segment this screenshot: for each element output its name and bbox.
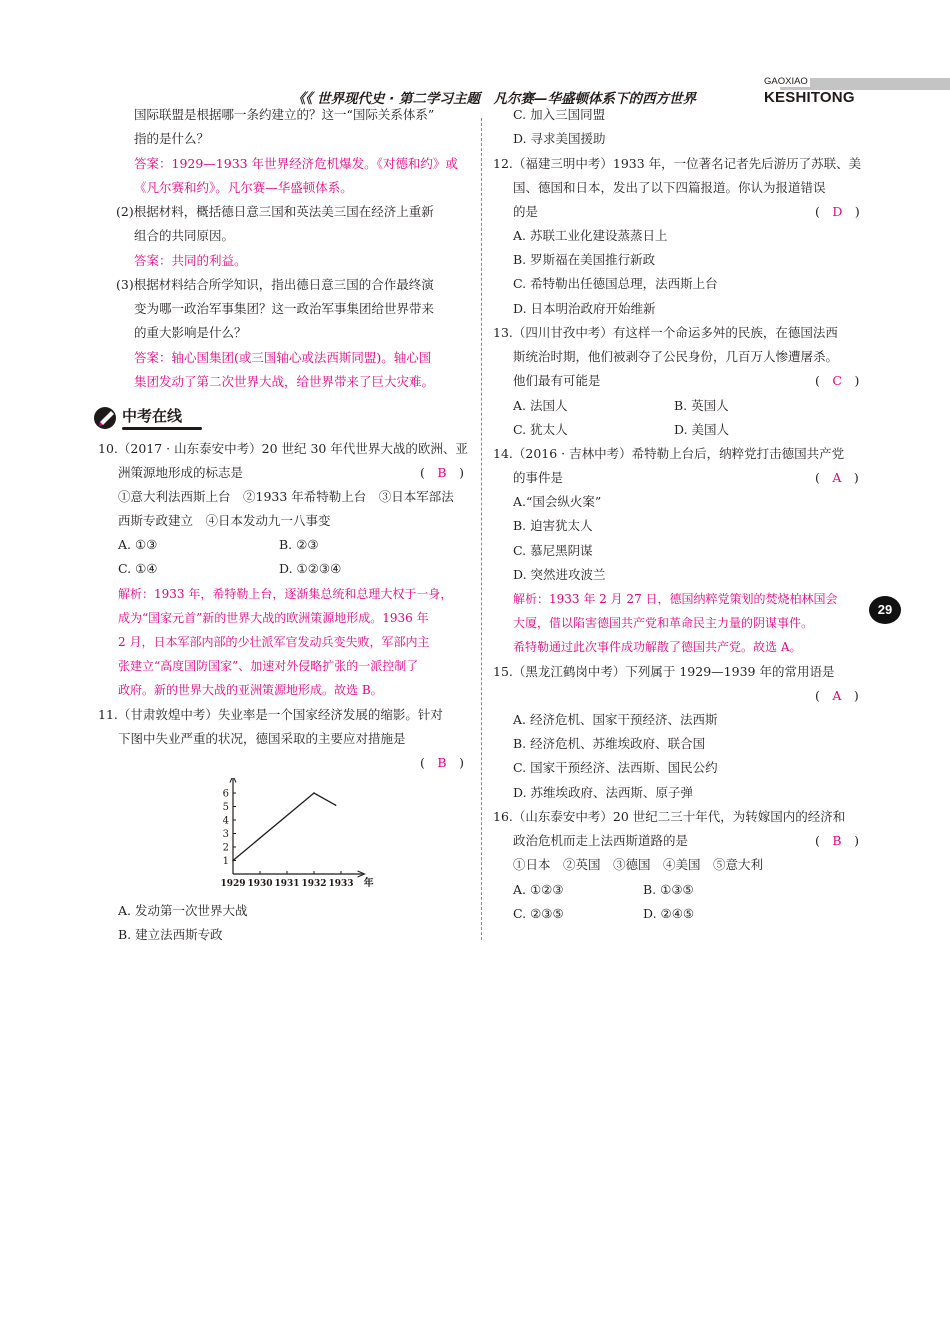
- section-title: 中考在线: [122, 407, 183, 425]
- q10-option-b: B. ②③: [279, 537, 319, 552]
- q15-option-c: C. 国家干预经济、法西斯、国民公约: [513, 760, 718, 775]
- q10-option-c: C. ①④: [118, 561, 158, 576]
- q10-analysis: 张建立“高度国防国家”、加速对外侵略扩张的一派控制了: [118, 659, 419, 673]
- data-point: [335, 804, 337, 806]
- q11-option-a: A. 发动第一次世界大战: [118, 903, 248, 918]
- q14-answer: A: [832, 470, 842, 485]
- answer-line: 集团发动了第二次世界大战，给世界带来了巨大灾难。: [134, 374, 435, 389]
- text-line: (3)根据材料结合所学知识，指出德日意三国的合作最终演: [116, 277, 434, 292]
- q14-stem: 14.（2016 · 吉林中考）希特勒上台后，纳粹党打击德国共产党: [493, 446, 845, 461]
- q13-option-d: D. 美国人: [674, 422, 730, 437]
- header-brand-small: GAOXIAO: [764, 76, 808, 87]
- q11-option-c: C. 加入三国同盟: [513, 107, 606, 122]
- x-tick-label: 1929: [220, 879, 246, 889]
- y-tick-label: 2: [222, 842, 229, 854]
- q16-items: ①日本 ②英国 ③德国 ④美国 ⑤意大利: [513, 857, 764, 872]
- q10-analysis: 2 月，日本军部内部的少壮派军官发动兵变失败，军部内主: [118, 635, 430, 649]
- q16-option-b: B. ①③⑤: [643, 882, 694, 897]
- y-tick-label: 5: [222, 802, 229, 813]
- y-tick-label: 1: [222, 856, 229, 867]
- q16-answer: B: [832, 833, 842, 848]
- q11-option-b: B. 建立法西斯专政: [118, 927, 223, 942]
- q12-answer-bracket: ( D ): [815, 204, 860, 219]
- q13-stem: 13.（四川甘孜中考）有这样一个命运多舛的民族，在德国法西: [493, 325, 838, 340]
- x-tick-label: 1930: [247, 879, 273, 889]
- y-tick-label: 3: [222, 829, 229, 840]
- text-line: 变为哪一政治军事集团？这一政治军事集团给世界带来: [134, 301, 435, 316]
- q10-analysis: 解析：1933 年，希特勒上台，逐渐集总统和总理大权于一身，: [118, 587, 453, 601]
- q10-items: 西斯专政建立 ④日本发动九一八事变: [118, 513, 331, 528]
- q15-stem: 15.（黑龙江鹤岗中考）下列属于 1929—1939 年的常用语是: [493, 664, 835, 679]
- text-line: 指的是什么？: [134, 131, 210, 146]
- q10-stem: 10.（2017 · 山东泰安中考）20 世纪 30 年代世界大战的欧洲、亚: [98, 441, 468, 456]
- q10-answer-bracket: ( B ): [420, 465, 464, 480]
- q16-stem: 政治危机而走上法西斯道路的是: [513, 833, 689, 848]
- x-tick-label: 1933: [328, 879, 354, 889]
- header-title: 《《 世界现代史 · 第二学习主题 凡尔赛—华盛顿体系下的西方世界: [292, 91, 696, 107]
- q12-stem: 12.（福建三明中考）1933 年，一位著名记者先后游历了苏联、美: [493, 156, 862, 171]
- q16-stem: 16.（山东泰安中考）20 世纪二三十年代，为转嫁国内的经济和: [493, 809, 846, 824]
- answer-line: 答案：轴心国集团(或三国轴心或法西斯同盟)。轴心国: [134, 350, 432, 365]
- header-brand-big: KESHITONG: [764, 89, 855, 106]
- data-point: [313, 792, 315, 794]
- q15-option-b: B. 经济危机、苏维埃政府、联合国: [513, 736, 706, 751]
- q10-analysis: 政府。新的世界大战的亚洲策源地形成。故选 B。: [118, 683, 383, 697]
- q12-option-d: D. 日本明治政府开始维新: [513, 301, 656, 316]
- q10-items: ①意大利法西斯上台 ②1933 年希特勒上台 ③日本军部法: [118, 489, 454, 504]
- q13-option-a: A. 法国人: [513, 398, 568, 413]
- q14-option-a: A.“国会纵火案”: [513, 494, 602, 509]
- q10-stem: 洲策源地形成的标志是: [118, 465, 244, 480]
- q15-answer-bracket: ( A ): [815, 688, 859, 703]
- text-line: (2)根据材料，概括德日意三国和英法美三国在经济上重新: [116, 204, 434, 219]
- answer-line: 《凡尔赛和约》。凡尔赛—华盛顿体系。: [134, 180, 353, 195]
- q15-option-a: A. 经济危机、国家干预经济、法西斯: [513, 712, 718, 727]
- q12-answer: D: [832, 204, 843, 219]
- q14-analysis: 大厦，借以陷害德国共产党和革命民主力量的阴谋事件。: [513, 616, 814, 630]
- text-line: 国际联盟是根据哪一条约建立的？这一“国际关系体系”: [134, 107, 435, 122]
- q10-option-d: D. ①②③④: [279, 561, 342, 576]
- pencil-icon: [92, 403, 120, 431]
- q13-option-c: C. 犹太人: [513, 422, 568, 437]
- q15-answer: A: [832, 688, 842, 703]
- q14-option-c: C. 慕尼黑阴谋: [513, 543, 593, 558]
- q10-option-a: A. ①③: [118, 537, 158, 552]
- series-line: [233, 793, 336, 861]
- column-divider: [481, 118, 482, 940]
- q14-answer-bracket: ( A ): [815, 470, 859, 485]
- q14-analysis: 解析：1933 年 2 月 27 日，德国纳粹党策划的焚烧柏林国会: [513, 592, 838, 606]
- q10-answer: B: [437, 465, 447, 480]
- q12-option-b: B. 罗斯福在美国推行新政: [513, 252, 656, 267]
- q11-stem: 11.（甘肃敦煌中考）失业率是一个国家经济发展的缩影。针对: [98, 707, 443, 722]
- answer-line: 答案：1929—1933 年世界经济危机爆发。《对德和约》或: [134, 156, 458, 171]
- y-tick-label: 4: [222, 815, 229, 827]
- text-line: 组合的共同原因。: [134, 228, 235, 243]
- q13-answer-bracket: ( C ): [815, 373, 860, 388]
- q10-analysis: 成为“国家元首”新的世界大战的欧洲策源地形成。1936 年: [118, 611, 429, 625]
- data-point: [232, 860, 234, 862]
- section-underline: [122, 427, 202, 430]
- q12-stem: 的是: [513, 204, 539, 219]
- q15-option-d: D. 苏维埃政府、法西斯、原子弹: [513, 785, 694, 800]
- q14-option-d: D. 突然进攻波兰: [513, 567, 606, 582]
- q11-stem: 下图中失业严重的状况，德国采取的主要应对措施是: [118, 731, 406, 746]
- x-unit-label: 年: [363, 878, 374, 889]
- q12-stem: 国、德国和日本，发出了以下四篇报道。你认为报道错误: [513, 180, 826, 195]
- unemployment-line-chart: [215, 778, 375, 894]
- q12-option-c: C. 希特勒出任德国总理，法西斯上台: [513, 276, 718, 291]
- y-tick-label: 6: [222, 788, 229, 800]
- answer-line: 答案：共同的利益。: [134, 253, 247, 268]
- page-number: 29: [869, 596, 901, 624]
- q16-option-c: C. ②③⑤: [513, 906, 564, 921]
- q11-answer: B: [437, 755, 447, 770]
- text-line: 的重大影响是什么？: [134, 325, 247, 340]
- x-tick-label: 1931: [274, 879, 300, 889]
- q14-option-b: B. 迫害犹太人: [513, 518, 593, 533]
- q14-analysis: 希特勒通过此次事件成功解散了德国共产党。故选 A。: [513, 640, 802, 654]
- q16-option-a: A. ①②③: [513, 882, 564, 897]
- q13-answer: C: [832, 373, 842, 388]
- q14-stem: 的事件是: [513, 470, 564, 485]
- x-tick-label: 1932: [301, 879, 327, 889]
- q16-option-d: D. ②④⑤: [643, 906, 695, 921]
- q11-answer-bracket: ( B ): [420, 755, 464, 770]
- q13-stem: 他们最有可能是: [513, 373, 601, 388]
- q12-option-a: A. 苏联工业化建设蒸蒸日上: [513, 228, 668, 243]
- q13-option-b: B. 英国人: [674, 398, 729, 413]
- q16-answer-bracket: ( B ): [815, 833, 859, 848]
- q13-stem: 斯统治时期，他们被剥夺了公民身份，几百万人惨遭屠杀。: [513, 349, 839, 364]
- q11-option-d: D. 寻求美国援助: [513, 131, 606, 146]
- section-badge: [92, 403, 202, 431]
